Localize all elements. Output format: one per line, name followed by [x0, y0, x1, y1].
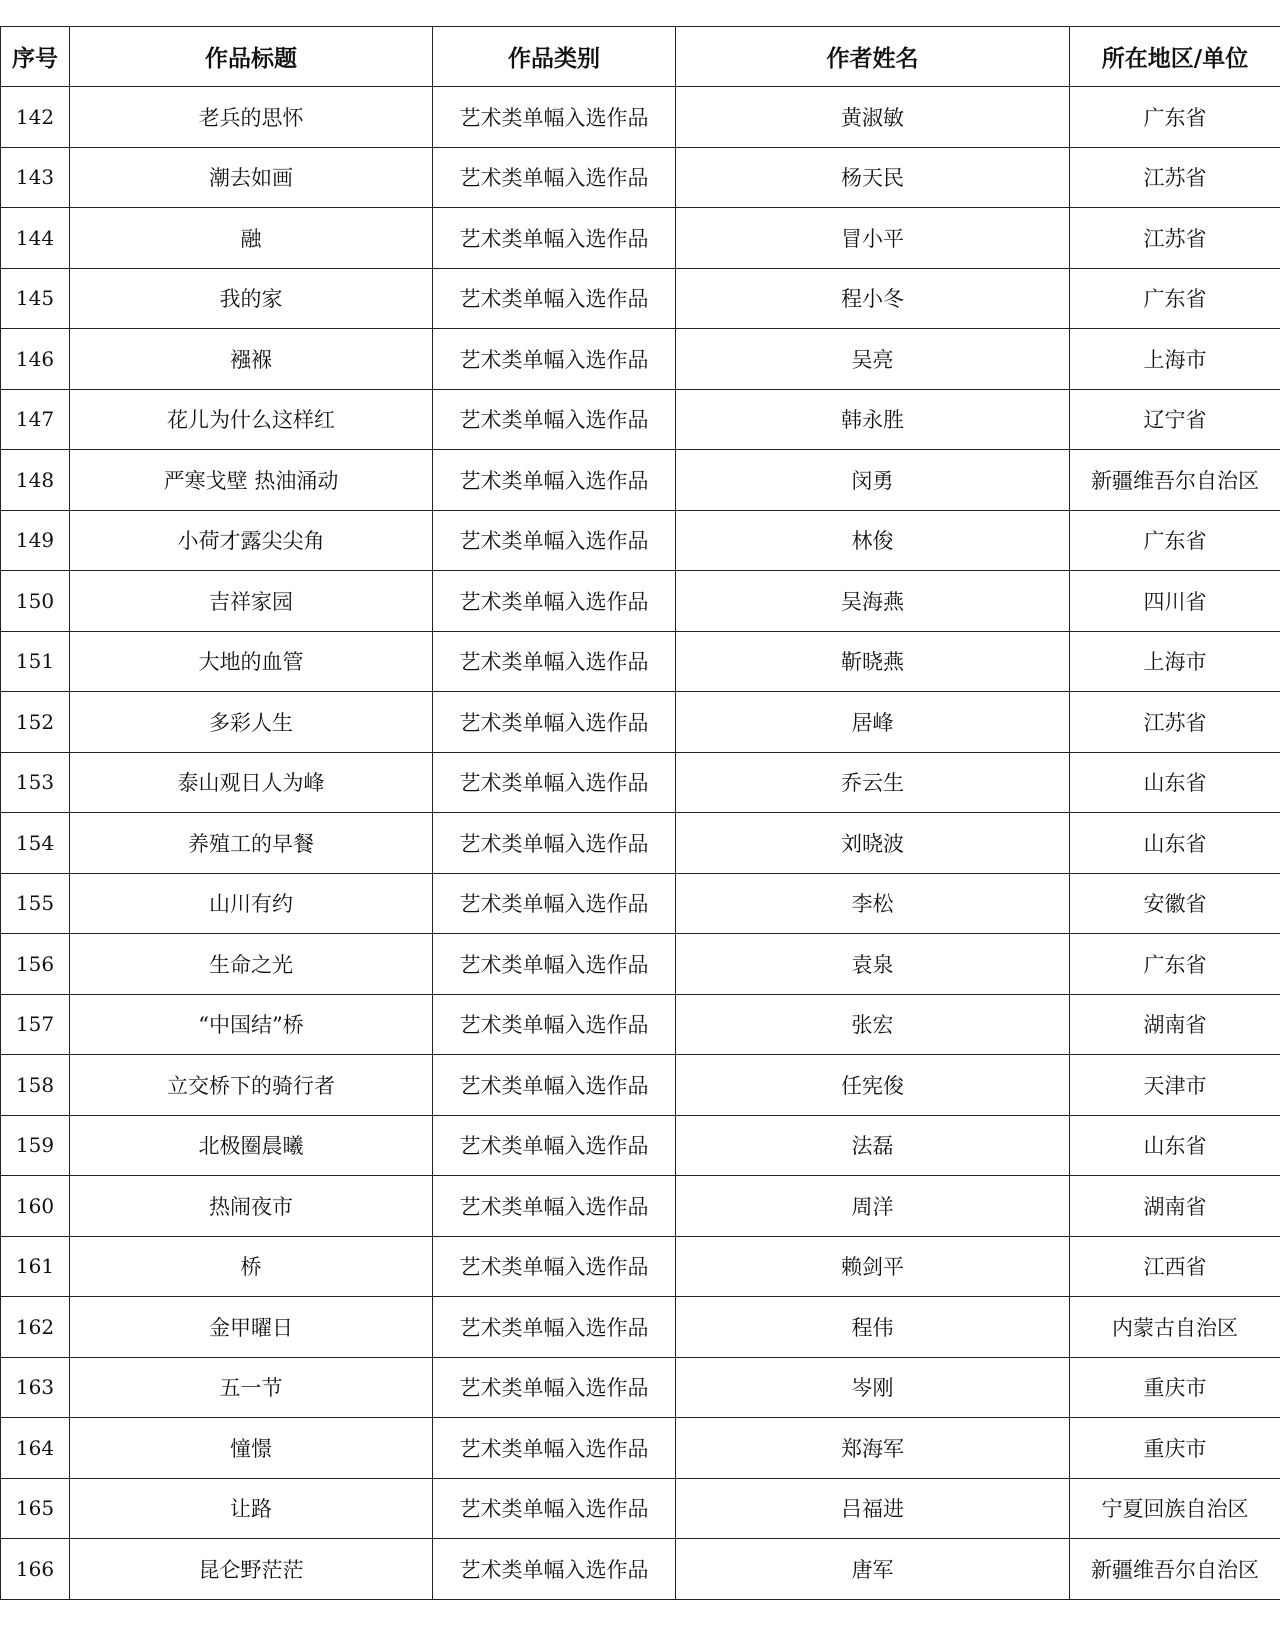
cell-category: 艺术类单幅入选作品: [433, 1357, 676, 1418]
cell-author: 程伟: [676, 1297, 1070, 1358]
cell-category: 艺术类单幅入选作品: [433, 510, 676, 571]
cell-category: 艺术类单幅入选作品: [433, 873, 676, 934]
table-row: [1, 873, 1280, 934]
cell-index: 153: [1, 752, 70, 813]
cell-region: 江苏省: [1070, 208, 1280, 269]
cell-region: 广东省: [1070, 934, 1280, 995]
cell-author: 林俊: [676, 510, 1070, 571]
cell-author: 冒小平: [676, 208, 1070, 269]
cell-title: 严寒戈壁 热油涌动: [70, 450, 433, 511]
cell-author: 吴海燕: [676, 571, 1070, 632]
table-row: [1, 87, 1280, 148]
cell-region: 重庆市: [1070, 1357, 1280, 1418]
cell-region: 上海市: [1070, 631, 1280, 692]
cell-index: 166: [1, 1539, 70, 1600]
cell-region: 江苏省: [1070, 147, 1280, 208]
cell-title: 潮去如画: [70, 147, 433, 208]
cell-region: 山东省: [1070, 1115, 1280, 1176]
cell-index: 154: [1, 813, 70, 874]
table-row: [1, 510, 1280, 571]
cell-category: 艺术类单幅入选作品: [433, 1478, 676, 1539]
cell-index: 146: [1, 329, 70, 390]
cell-index: 160: [1, 1176, 70, 1237]
cell-category: 艺术类单幅入选作品: [433, 268, 676, 329]
header-row: [1, 27, 1280, 87]
cell-category: 艺术类单幅入选作品: [433, 1418, 676, 1479]
cell-region: 宁夏回族自治区: [1070, 1478, 1280, 1539]
cell-title: 让路: [70, 1478, 433, 1539]
cell-category: 艺术类单幅入选作品: [433, 752, 676, 813]
cell-category: 艺术类单幅入选作品: [433, 571, 676, 632]
table-row: [1, 1357, 1280, 1418]
cell-title: 金甲曜日: [70, 1297, 433, 1358]
cell-category: 艺术类单幅入选作品: [433, 329, 676, 390]
table-row: [1, 1115, 1280, 1176]
header-author: 作者姓名: [676, 27, 1070, 87]
cell-category: 艺术类单幅入选作品: [433, 631, 676, 692]
cell-title: 融: [70, 208, 433, 269]
cell-index: 162: [1, 1297, 70, 1358]
cell-category: 艺术类单幅入选作品: [433, 813, 676, 874]
table-row: [1, 1478, 1280, 1539]
table-row: [1, 450, 1280, 511]
cell-title: “中国结”桥: [70, 994, 433, 1055]
table-row: [1, 1176, 1280, 1237]
cell-author: 闵勇: [676, 450, 1070, 511]
cell-region: 广东省: [1070, 87, 1280, 148]
cell-region: 江西省: [1070, 1236, 1280, 1297]
table-row: [1, 1236, 1280, 1297]
table-row: [1, 994, 1280, 1055]
cell-category: 艺术类单幅入选作品: [433, 389, 676, 450]
cell-region: 重庆市: [1070, 1418, 1280, 1479]
results-table-container: [0, 26, 1280, 1600]
cell-author: 程小冬: [676, 268, 1070, 329]
cell-index: 151: [1, 631, 70, 692]
cell-region: 湖南省: [1070, 994, 1280, 1055]
table-row: [1, 1539, 1280, 1600]
cell-author: 靳晓燕: [676, 631, 1070, 692]
cell-category: 艺术类单幅入选作品: [433, 692, 676, 753]
cell-category: 艺术类单幅入选作品: [433, 450, 676, 511]
cell-title: 我的家: [70, 268, 433, 329]
cell-index: 149: [1, 510, 70, 571]
cell-title: 吉祥家园: [70, 571, 433, 632]
cell-category: 艺术类单幅入选作品: [433, 87, 676, 148]
cell-index: 155: [1, 873, 70, 934]
cell-title: 生命之光: [70, 934, 433, 995]
cell-region: 天津市: [1070, 1055, 1280, 1116]
cell-author: 吕福进: [676, 1478, 1070, 1539]
cell-author: 任宪俊: [676, 1055, 1070, 1116]
cell-title: 山川有约: [70, 873, 433, 934]
cell-index: 164: [1, 1418, 70, 1479]
cell-title: 立交桥下的骑行者: [70, 1055, 433, 1116]
cell-region: 新疆维吾尔自治区: [1070, 450, 1280, 511]
cell-index: 163: [1, 1357, 70, 1418]
cell-author: 杨天民: [676, 147, 1070, 208]
table-row: [1, 268, 1280, 329]
cell-category: 艺术类单幅入选作品: [433, 1055, 676, 1116]
cell-title: 小荷才露尖尖角: [70, 510, 433, 571]
cell-category: 艺术类单幅入选作品: [433, 1236, 676, 1297]
cell-index: 158: [1, 1055, 70, 1116]
cell-author: 法磊: [676, 1115, 1070, 1176]
cell-author: 李松: [676, 873, 1070, 934]
cell-region: 新疆维吾尔自治区: [1070, 1539, 1280, 1600]
cell-title: 襁褓: [70, 329, 433, 390]
cell-index: 157: [1, 994, 70, 1055]
cell-author: 赖剑平: [676, 1236, 1070, 1297]
cell-region: 山东省: [1070, 752, 1280, 813]
cell-region: 江苏省: [1070, 692, 1280, 753]
cell-title: 花儿为什么这样红: [70, 389, 433, 450]
table-body: [1, 87, 1280, 1600]
cell-author: 郑海军: [676, 1418, 1070, 1479]
cell-title: 北极圈晨曦: [70, 1115, 433, 1176]
cell-index: 156: [1, 934, 70, 995]
cell-region: 安徽省: [1070, 873, 1280, 934]
cell-author: 刘晓波: [676, 813, 1070, 874]
cell-index: 143: [1, 147, 70, 208]
cell-title: 泰山观日人为峰: [70, 752, 433, 813]
cell-author: 乔云生: [676, 752, 1070, 813]
cell-index: 142: [1, 87, 70, 148]
header-index: 序号: [1, 27, 70, 87]
cell-title: 五一节: [70, 1357, 433, 1418]
cell-index: 148: [1, 450, 70, 511]
cell-title: 大地的血管: [70, 631, 433, 692]
table-row: [1, 1055, 1280, 1116]
cell-category: 艺术类单幅入选作品: [433, 208, 676, 269]
table-header: [1, 27, 1280, 87]
cell-region: 上海市: [1070, 329, 1280, 390]
header-title: 作品标题: [70, 27, 433, 87]
cell-author: 唐军: [676, 1539, 1070, 1600]
cell-index: 150: [1, 571, 70, 632]
cell-author: 袁泉: [676, 934, 1070, 995]
table-row: [1, 571, 1280, 632]
cell-title: 多彩人生: [70, 692, 433, 753]
cell-category: 艺术类单幅入选作品: [433, 147, 676, 208]
table-row: [1, 692, 1280, 753]
cell-category: 艺术类单幅入选作品: [433, 1115, 676, 1176]
cell-author: 岑刚: [676, 1357, 1070, 1418]
table-row: [1, 934, 1280, 995]
table-row: [1, 1418, 1280, 1479]
table-row: [1, 208, 1280, 269]
cell-title: 昆仑野茫茫: [70, 1539, 433, 1600]
cell-author: 黄淑敏: [676, 87, 1070, 148]
cell-index: 161: [1, 1236, 70, 1297]
cell-index: 165: [1, 1478, 70, 1539]
cell-title: 老兵的思怀: [70, 87, 433, 148]
cell-author: 周洋: [676, 1176, 1070, 1237]
cell-region: 辽宁省: [1070, 389, 1280, 450]
results-table: [0, 26, 1280, 1600]
table-row: [1, 147, 1280, 208]
cell-index: 145: [1, 268, 70, 329]
cell-category: 艺术类单幅入选作品: [433, 994, 676, 1055]
cell-region: 湖南省: [1070, 1176, 1280, 1237]
cell-title: 憧憬: [70, 1418, 433, 1479]
cell-author: 吴亮: [676, 329, 1070, 390]
cell-category: 艺术类单幅入选作品: [433, 1176, 676, 1237]
table-row: [1, 752, 1280, 813]
cell-author: 韩永胜: [676, 389, 1070, 450]
table-row: [1, 1297, 1280, 1358]
table-row: [1, 813, 1280, 874]
table-row: [1, 329, 1280, 390]
cell-index: 144: [1, 208, 70, 269]
cell-author: 居峰: [676, 692, 1070, 753]
cell-index: 159: [1, 1115, 70, 1176]
cell-title: 热闹夜市: [70, 1176, 433, 1237]
cell-title: 桥: [70, 1236, 433, 1297]
cell-region: 广东省: [1070, 268, 1280, 329]
cell-category: 艺术类单幅入选作品: [433, 1297, 676, 1358]
cell-title: 养殖工的早餐: [70, 813, 433, 874]
cell-region: 山东省: [1070, 813, 1280, 874]
cell-region: 广东省: [1070, 510, 1280, 571]
table-row: [1, 631, 1280, 692]
cell-category: 艺术类单幅入选作品: [433, 934, 676, 995]
table-row: [1, 389, 1280, 450]
header-category: 作品类别: [433, 27, 676, 87]
cell-index: 147: [1, 389, 70, 450]
cell-region: 内蒙古自治区: [1070, 1297, 1280, 1358]
cell-index: 152: [1, 692, 70, 753]
cell-category: 艺术类单幅入选作品: [433, 1539, 676, 1600]
header-region: 所在地区/单位: [1070, 27, 1280, 87]
cell-region: 四川省: [1070, 571, 1280, 632]
cell-author: 张宏: [676, 994, 1070, 1055]
